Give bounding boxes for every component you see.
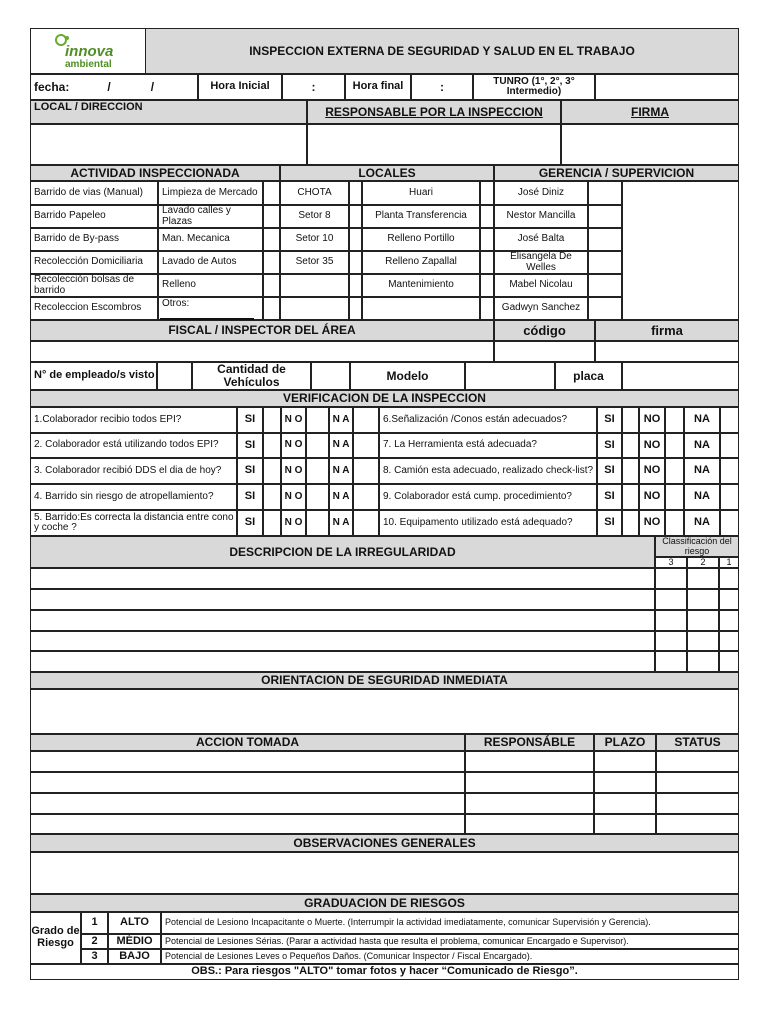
answer-checkbox[interactable] bbox=[665, 458, 684, 484]
local-checkbox[interactable] bbox=[349, 274, 362, 297]
answer-checkbox[interactable] bbox=[263, 407, 281, 433]
observaciones-field[interactable] bbox=[30, 852, 739, 894]
risk-number: 3 bbox=[81, 949, 108, 964]
answer-no: NO bbox=[639, 458, 665, 484]
local-direccion-field[interactable] bbox=[30, 124, 307, 165]
answer-checkbox[interactable] bbox=[665, 484, 684, 510]
orientacion-field[interactable] bbox=[30, 689, 739, 734]
turno-label: TUNRO (1°, 2°, 3° Intermedio) bbox=[473, 74, 595, 100]
answer-checkbox[interactable] bbox=[353, 510, 379, 536]
accion-line[interactable] bbox=[30, 793, 465, 814]
answer-si: SI bbox=[597, 433, 622, 458]
actividad-checkbox[interactable] bbox=[263, 297, 280, 320]
answer-no: N O bbox=[281, 407, 306, 433]
clasificacion-label: Classificación del riesgo bbox=[655, 536, 739, 557]
actividad-checkbox[interactable] bbox=[263, 181, 280, 205]
risk-description: Potencial de Lesiones Leves o Pequeños Daños. (Comunicar Inspector / Fiscal Encargado). bbox=[161, 949, 739, 964]
actividad-item: Barrido de By-pass bbox=[30, 228, 158, 251]
fiscal-label: FISCAL / INSPECTOR DEL ÁREA bbox=[30, 320, 494, 341]
local-item: Setor 35 bbox=[280, 251, 349, 274]
answer-checkbox[interactable] bbox=[306, 484, 329, 510]
risk-cell[interactable] bbox=[655, 589, 687, 610]
answer-si: SI bbox=[237, 407, 263, 433]
answer-checkbox[interactable] bbox=[353, 458, 379, 484]
cantidad-vehiculos-field[interactable] bbox=[311, 362, 350, 390]
local-item: CHOTA bbox=[280, 181, 349, 205]
actividad-item: Lavado calles y Plazas bbox=[158, 205, 263, 228]
codigo-label: código bbox=[494, 320, 595, 341]
answer-checkbox[interactable] bbox=[353, 433, 379, 458]
actividad-checkbox[interactable] bbox=[263, 251, 280, 274]
answer-checkbox[interactable] bbox=[353, 407, 379, 433]
question-item: 7. La Herramienta está adecuada? bbox=[379, 433, 597, 458]
question-item: 4. Barrido sin riesgo de atropellamiento? bbox=[30, 484, 237, 510]
question-item: 2. Colaborador está utilizando todos EPI? bbox=[30, 433, 237, 458]
question-item: 10. Equipamento utilizado está adequado? bbox=[379, 510, 597, 536]
answer-no: N O bbox=[281, 458, 306, 484]
accion-plazo-header: PLAZO bbox=[594, 734, 656, 751]
gerente-checkbox[interactable] bbox=[588, 205, 622, 228]
local-item: Relleno Portillo bbox=[362, 228, 480, 251]
answer-no: N O bbox=[281, 510, 306, 536]
firma-label: FIRMA bbox=[561, 100, 739, 124]
hora-final-label: Hora final bbox=[345, 74, 411, 100]
empleado-field[interactable] bbox=[157, 362, 192, 390]
risk-cell[interactable] bbox=[719, 610, 739, 631]
verificacion-title: VERIFICACION DE LA INSPECCION bbox=[30, 390, 739, 407]
question-item: 1.Colaborador recibio todos EPI? bbox=[30, 407, 237, 433]
logo-text-secondary: ambiental bbox=[65, 59, 112, 70]
hora-inicial-field[interactable]: : bbox=[282, 74, 345, 100]
risk-level: MÉDIO bbox=[108, 934, 161, 949]
orientacion-title: ORIENTACION DE SEGURIDAD INMEDIATA bbox=[30, 672, 739, 689]
answer-na: NA bbox=[684, 433, 720, 458]
risk-level-header: 2 bbox=[687, 557, 719, 568]
answer-checkbox[interactable] bbox=[720, 433, 739, 458]
answer-si: SI bbox=[237, 458, 263, 484]
risk-cell[interactable] bbox=[719, 568, 739, 589]
firma-field[interactable] bbox=[561, 124, 739, 165]
answer-checkbox[interactable] bbox=[353, 484, 379, 510]
answer-na: N A bbox=[329, 484, 353, 510]
descripcion-line[interactable] bbox=[30, 610, 655, 631]
answer-no: NO bbox=[639, 407, 665, 433]
gerente-item: José Diniz bbox=[494, 181, 588, 205]
answer-checkbox[interactable] bbox=[622, 407, 639, 433]
answer-si: SI bbox=[597, 484, 622, 510]
modelo-label: Modelo bbox=[350, 362, 465, 390]
local-item: Setor 8 bbox=[280, 205, 349, 228]
answer-checkbox[interactable] bbox=[720, 510, 739, 536]
actividad-checkbox[interactable] bbox=[263, 274, 280, 297]
answer-checkbox[interactable] bbox=[263, 510, 281, 536]
question-item: 3. Colaborador recibió DDS el dia de hoy? bbox=[30, 458, 237, 484]
local-checkbox[interactable] bbox=[349, 205, 362, 228]
answer-checkbox[interactable] bbox=[720, 484, 739, 510]
actividad-header: ACTIVIDAD INSPECCIONADA bbox=[30, 165, 280, 181]
accion-cell[interactable] bbox=[594, 814, 656, 834]
gerente-item: José Balta bbox=[494, 228, 588, 251]
fiscal-firma-label: firma bbox=[595, 320, 739, 341]
placa-label: placa bbox=[555, 362, 622, 390]
actividad-item: Limpieza de Mercado bbox=[158, 181, 263, 205]
fiscal-firma-field[interactable] bbox=[595, 341, 739, 362]
local-item: Huari bbox=[362, 181, 480, 205]
gerente-checkbox[interactable] bbox=[588, 228, 622, 251]
answer-na: N A bbox=[329, 458, 353, 484]
local-checkbox[interactable] bbox=[480, 297, 494, 320]
answer-checkbox[interactable] bbox=[622, 433, 639, 458]
answer-na: N A bbox=[329, 433, 353, 458]
actividad-item: Man. Mecanica bbox=[158, 228, 263, 251]
risk-cell[interactable] bbox=[719, 651, 739, 672]
local-checkbox[interactable] bbox=[480, 251, 494, 274]
local-item: Planta Transferencia bbox=[362, 205, 480, 228]
form-title: INSPECCION EXTERNA DE SEGURIDAD Y SALUD EN EL TRABAJO bbox=[145, 28, 739, 74]
accion-cell[interactable] bbox=[594, 793, 656, 814]
accion-cell[interactable] bbox=[465, 751, 594, 772]
answer-na: NA bbox=[684, 510, 720, 536]
question-item: 6.Señalización /Conos están adecuados? bbox=[379, 407, 597, 433]
question-item: 9. Colaborador está cump. procedimiento? bbox=[379, 484, 597, 510]
accion-cell[interactable] bbox=[465, 814, 594, 834]
answer-checkbox[interactable] bbox=[306, 510, 329, 536]
codigo-field[interactable] bbox=[494, 341, 595, 362]
answer-no: N O bbox=[281, 484, 306, 510]
accion-cell[interactable] bbox=[465, 772, 594, 793]
risk-cell[interactable] bbox=[687, 568, 719, 589]
fecha-label: fecha: / / bbox=[30, 74, 198, 100]
answer-checkbox[interactable] bbox=[665, 433, 684, 458]
local-checkbox[interactable] bbox=[480, 274, 494, 297]
answer-na: NA bbox=[684, 407, 720, 433]
graduacion-title: GRADUACION DE RIESGOS bbox=[30, 894, 739, 912]
observaciones-title: OBSERVACIONES GENERALES bbox=[30, 834, 739, 852]
risk-cell[interactable] bbox=[655, 651, 687, 672]
risk-level: BAJO bbox=[108, 949, 161, 964]
local-item-empty bbox=[280, 274, 349, 297]
descripcion-line[interactable] bbox=[30, 651, 655, 672]
answer-checkbox[interactable] bbox=[720, 458, 739, 484]
risk-level: ALTO bbox=[108, 912, 161, 934]
actividad-item: Recolección bolsas de barrido bbox=[30, 274, 158, 297]
actividad-checkbox[interactable] bbox=[263, 205, 280, 228]
answer-checkbox[interactable] bbox=[665, 407, 684, 433]
risk-level-header: 1 bbox=[719, 557, 739, 568]
answer-checkbox[interactable] bbox=[622, 458, 639, 484]
local-checkbox[interactable] bbox=[349, 251, 362, 274]
answer-checkbox[interactable] bbox=[622, 510, 639, 536]
risk-description: Potencial de Lesiono Incapacitante o Muerte. (Interrumpir la actividad imediatamente, comunicar Supervisión y Gerencia). bbox=[161, 912, 739, 934]
risk-cell[interactable] bbox=[687, 610, 719, 631]
answer-si: SI bbox=[597, 458, 622, 484]
locales-header: LOCALES bbox=[280, 165, 494, 181]
answer-si: SI bbox=[237, 510, 263, 536]
accion-cell[interactable] bbox=[656, 751, 739, 772]
responsable-label: RESPONSABLE POR LA INSPECCION bbox=[307, 100, 561, 124]
answer-checkbox[interactable] bbox=[622, 484, 639, 510]
accion-responsable-header: RESPONSÁBLE bbox=[465, 734, 594, 751]
empleado-label: N° de empleado/s visto bbox=[30, 362, 157, 390]
accion-line[interactable] bbox=[30, 772, 465, 793]
local-checkbox[interactable] bbox=[480, 228, 494, 251]
risk-cell[interactable] bbox=[655, 568, 687, 589]
gerente-item: Gadwyn Sanchez bbox=[494, 297, 588, 320]
local-item: Setor 10 bbox=[280, 228, 349, 251]
descripcion-line[interactable] bbox=[30, 589, 655, 610]
accion-cell[interactable] bbox=[594, 772, 656, 793]
descripcion-line[interactable] bbox=[30, 568, 655, 589]
accion-cell[interactable] bbox=[594, 751, 656, 772]
risk-description: Potencial de Lesiones Sérias. (Parar a actividad hasta que resulta el problema, comunicar Encargado e Supervisor). bbox=[161, 934, 739, 949]
accion-status-header: STATUS bbox=[656, 734, 739, 751]
risk-number: 1 bbox=[81, 912, 108, 934]
actividad-item: Recolección Domiciliaria bbox=[30, 251, 158, 274]
actividad-item: Barrido Papeleo bbox=[30, 205, 158, 228]
fiscal-field[interactable] bbox=[30, 341, 494, 362]
answer-no: NO bbox=[639, 484, 665, 510]
answer-na: N A bbox=[329, 407, 353, 433]
modelo-field[interactable] bbox=[465, 362, 555, 390]
accion-cell[interactable] bbox=[656, 814, 739, 834]
answer-na: NA bbox=[684, 484, 720, 510]
cantidad-vehiculos-label: Cantidad de Vehículos bbox=[192, 362, 311, 390]
local-item-empty bbox=[280, 297, 349, 320]
answer-na: N A bbox=[329, 510, 353, 536]
local-item: Relleno Zapallal bbox=[362, 251, 480, 274]
actividad-checkbox[interactable] bbox=[263, 228, 280, 251]
company-logo bbox=[30, 28, 146, 74]
graduacion-note: OBS.: Para riesgos "ALTO" tomar fotos y hacer “Comunicado de Riesgo”. bbox=[30, 964, 739, 980]
gerente-item: Nestor Mancilla bbox=[494, 205, 588, 228]
answer-checkbox[interactable] bbox=[263, 484, 281, 510]
local-checkbox[interactable] bbox=[349, 297, 362, 320]
answer-no: NO bbox=[639, 433, 665, 458]
accion-title: ACCION TOMADA bbox=[30, 734, 465, 751]
answer-no: N O bbox=[281, 433, 306, 458]
actividad-item: Lavado de Autos bbox=[158, 251, 263, 274]
gerencia-header: GERENCIA / SUPERVICION bbox=[494, 165, 739, 181]
gerente-item: Mabel Nicolau bbox=[494, 274, 588, 297]
turno-field[interactable] bbox=[595, 74, 739, 100]
gerente-checkbox[interactable] bbox=[588, 274, 622, 297]
question-item: 5. Barrido:Es correcta la distancia entre cono y coche ? bbox=[30, 510, 237, 536]
accion-line[interactable] bbox=[30, 751, 465, 772]
actividad-item: Relleno bbox=[158, 274, 263, 297]
descripcion-title: DESCRIPCION DE LA IRREGULARIDAD bbox=[30, 536, 655, 568]
hora-final-field[interactable]: : bbox=[411, 74, 473, 100]
answer-si: SI bbox=[237, 484, 263, 510]
risk-cell[interactable] bbox=[719, 589, 739, 610]
actividad-item: Recoleccion Escombros bbox=[30, 297, 158, 320]
risk-cell[interactable] bbox=[687, 651, 719, 672]
descripcion-line[interactable] bbox=[30, 631, 655, 651]
answer-checkbox[interactable] bbox=[306, 433, 329, 458]
hora-inicial-label: Hora Inicial bbox=[198, 74, 282, 100]
answer-checkbox[interactable] bbox=[306, 407, 329, 433]
local-checkbox[interactable] bbox=[349, 181, 362, 205]
answer-si: SI bbox=[597, 407, 622, 433]
logo-text-primary: innova bbox=[65, 43, 114, 60]
actividad-item-otros: Otros: bbox=[158, 297, 263, 320]
accion-cell[interactable] bbox=[465, 793, 594, 814]
gerente-checkbox[interactable] bbox=[588, 181, 622, 205]
gerente-item: Elisangela De Welles bbox=[494, 251, 588, 274]
actividad-item: Barrido de vias (Manual) bbox=[30, 181, 158, 205]
answer-checkbox[interactable] bbox=[263, 433, 281, 458]
gerencia-signature-area[interactable] bbox=[622, 181, 739, 320]
local-direccion-label: LOCAL / DIRECCION bbox=[30, 100, 307, 124]
placa-field[interactable] bbox=[622, 362, 739, 390]
local-item: Mantenimiento bbox=[362, 274, 480, 297]
risk-cell[interactable] bbox=[719, 631, 739, 651]
accion-cell[interactable] bbox=[656, 772, 739, 793]
risk-cell[interactable] bbox=[687, 631, 719, 651]
answer-checkbox[interactable] bbox=[720, 407, 739, 433]
answer-checkbox[interactable] bbox=[263, 458, 281, 484]
question-item: 8. Camión esta adecuado, realizado check-list? bbox=[379, 458, 597, 484]
local-checkbox[interactable] bbox=[349, 228, 362, 251]
answer-si: SI bbox=[597, 510, 622, 536]
answer-si: SI bbox=[237, 433, 263, 458]
answer-checkbox[interactable] bbox=[306, 458, 329, 484]
risk-level-header: 3 bbox=[655, 557, 687, 568]
responsable-field[interactable] bbox=[307, 124, 561, 165]
gerente-checkbox[interactable] bbox=[588, 297, 622, 320]
answer-na: NA bbox=[684, 458, 720, 484]
gerente-checkbox[interactable] bbox=[588, 251, 622, 274]
accion-line[interactable] bbox=[30, 814, 465, 834]
risk-cell[interactable] bbox=[687, 589, 719, 610]
risk-cell[interactable] bbox=[655, 610, 687, 631]
answer-checkbox[interactable] bbox=[665, 510, 684, 536]
local-checkbox[interactable] bbox=[480, 181, 494, 205]
accion-cell[interactable] bbox=[656, 793, 739, 814]
answer-no: NO bbox=[639, 510, 665, 536]
local-checkbox[interactable] bbox=[480, 205, 494, 228]
risk-cell[interactable] bbox=[655, 631, 687, 651]
risk-number: 2 bbox=[81, 934, 108, 949]
local-item-empty bbox=[362, 297, 480, 320]
grado-riesgo-label: Grado de Riesgo bbox=[30, 912, 81, 964]
